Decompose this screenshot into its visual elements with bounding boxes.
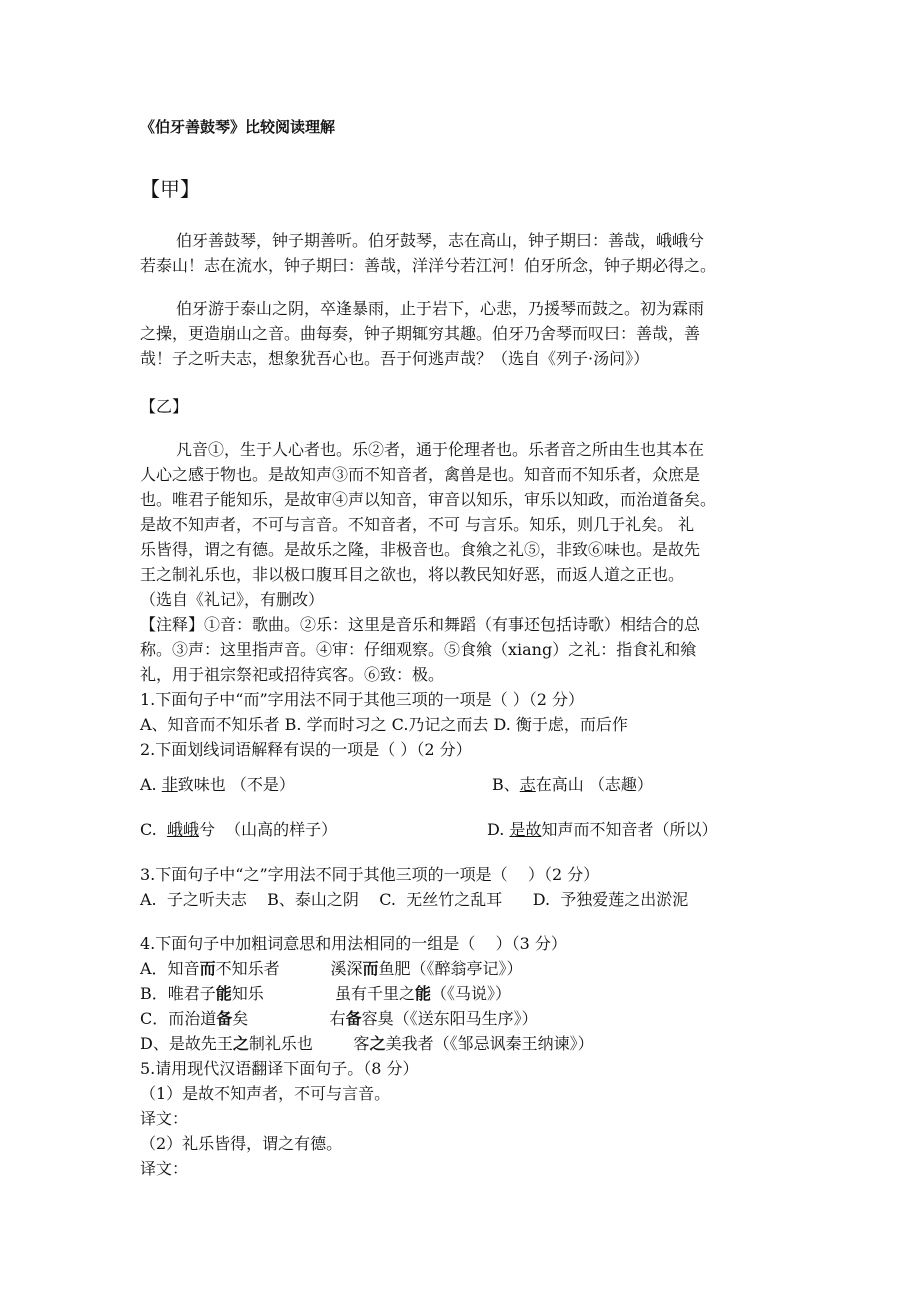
text-line: （选自《礼记》，有删改） <box>140 590 325 609</box>
question-5-translation-1-label: 译文： <box>140 1109 189 1128</box>
text-line: 若泰山！志在流水，钟子期曰：善哉，洋洋兮若江河！伯牙所念，钟子期必得之。 <box>140 256 717 275</box>
text-line: 之操，更造崩山之音。曲每奏，钟子期辄穷其趣。伯牙乃舍琴而叹曰：善哉，善 <box>140 324 701 343</box>
section-jia-header: 【甲】 <box>140 177 200 201</box>
question-2-option-a: A. 非致味也 （不是） <box>140 775 295 794</box>
question-5-sentence-2: （2）礼乐皆得，谓之有德。 <box>140 1134 343 1153</box>
question-5-translation-2-label: 译文： <box>140 1159 189 1178</box>
text-line: 乐皆得，谓之有德。是故乐之隆，非极音也。食飨之礼⑤，非致⑥味也。是故先 <box>140 540 701 559</box>
section-yi-header: 【乙】 <box>140 397 189 416</box>
text-line: 伯牙善鼓琴，钟子期善听。伯牙鼓琴，志在高山，钟子期曰：善哉，峨峨兮 <box>176 231 705 250</box>
text-line: 凡音①，生于人心者也。乐②者，通于伦理者也。乐者音之所由生也其本在 <box>176 440 705 459</box>
text-line: 伯牙游于泰山之阴，卒逢暴雨，止于岩下，心悲，乃援琴而鼓之。初为霖雨 <box>176 299 705 318</box>
question-3-options: A. 子之听夫志 B、泰山之阴 C. 无丝竹之乱耳 D. 予独爱莲之出淤泥 <box>140 890 689 909</box>
question-4-row-d: D、是故先王之制礼乐也 客之美我者（《邹忌讽秦王纳谏》） <box>140 1034 594 1053</box>
question-4-row-b: B．唯君子能知乐 虽有千里之能（《马说》） <box>140 984 512 1003</box>
text-line: 是故不知声者，不可与言音。不知音者，不可 与言乐。知乐，则几于礼矣。 礼 <box>140 515 695 534</box>
text-line: 称。③声：这里指声音。④审：仔细观察。⑤食飨（xiang）之礼：指食礼和飨 <box>140 640 697 659</box>
text-line: 哉！子之听夫志，想象犹吾心也。吾于何逃声哉？（选自《列子·汤问》） <box>140 349 650 368</box>
question-1-options: A、知音而不知乐者 B. 学而时习之 C.乃记之而去 D. 衡于虑，而后作 <box>140 715 628 734</box>
question-4-and-5 <box>140 931 785 1181</box>
question-3-stem: 3.下面句子中“之”字用法不同于其他三项的一项是（ ）（2 分） <box>140 865 600 884</box>
question-1-stem: 1.下面句子中“而”字用法不同于其他三项的一项是（ ）（2 分） <box>140 690 584 709</box>
section-jia-paragraph-1 <box>140 228 785 278</box>
question-5-stem: 5.请用现代汉语翻译下面句子。（8 分） <box>140 1059 419 1078</box>
question-2-option-d: D. 是故知声而不知音者（所以） <box>487 820 718 839</box>
question-5-sentence-1: （1）是故不知声者，不可与言音。 <box>140 1084 391 1103</box>
text-line: 王之制礼乐也，非以极口腹耳目之欲也，将以教民知好恶，而返人道之正也。 <box>140 565 685 584</box>
question-3 <box>140 862 785 912</box>
question-4-stem: 4.下面句子中加粗词意思和用法相同的一组是（ ）（3 分） <box>140 934 567 953</box>
question-2-option-c: C. 峨峨兮 （山高的样子） <box>140 820 338 839</box>
text-line: 【注释】①音：歌曲。②乐：这里是音乐和舞蹈（有事还包括诗歌）相结合的总 <box>140 615 701 634</box>
section-jia-paragraph-2 <box>140 296 785 371</box>
question-4-row-a: A．知音而不知乐者 溪深而鱼肥（《醉翁亭记》） <box>140 959 523 978</box>
page-title: 《伯牙善鼓琴》比较阅读理解 <box>140 118 336 136</box>
question-2-option-b: B、志在高山 （志趣） <box>492 775 653 794</box>
text-line: 人心之感于物也。是故知声③而不知音者，禽兽是也。知音而不知乐者，众庶是 <box>140 465 701 484</box>
text-line: 礼，用于祖宗祭祀或招待宾客。⑥致：极。 <box>140 665 445 684</box>
question-4-row-c: C．而治道备矣 右备容臭（《送东阳马生序》） <box>140 1009 538 1028</box>
text-line: 也。唯君子能知乐，是故审④声以知音，审音以知乐，审乐以知政，而治道备矣。 <box>140 490 717 509</box>
question-2-stem: 2.下面划线词语解释有误的一项是（ ）（2 分） <box>140 740 472 759</box>
section-yi-paragraph <box>140 437 785 762</box>
